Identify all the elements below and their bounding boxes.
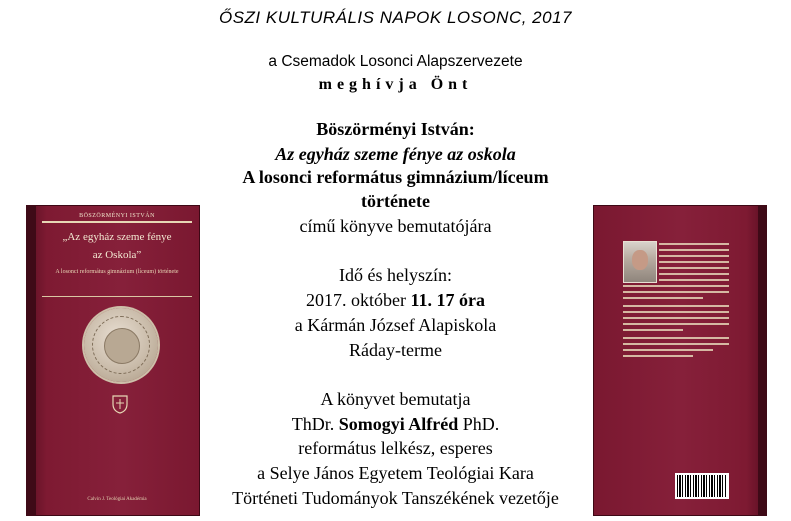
presenter-role: református lelkész, esperes xyxy=(298,438,493,458)
invitation-line: meghívja Önt xyxy=(318,76,473,93)
cover-publisher: Calvin J. Teológiai Akadémia xyxy=(87,497,147,502)
school-seal-icon xyxy=(84,308,158,382)
author-photo xyxy=(623,241,657,283)
back-text-line xyxy=(623,349,713,351)
venue-line1: a Kármán József Alapiskola xyxy=(294,315,497,335)
book-subtitle-line2: története xyxy=(361,191,430,211)
venue-line2: Ráday-terme xyxy=(349,340,442,360)
author-face xyxy=(632,250,648,270)
book-author: Böszörményi István: xyxy=(316,119,475,139)
back-text-line xyxy=(659,279,729,281)
cover-title-line1: „Az egyház szeme fénye xyxy=(62,231,172,243)
shield-emblem-icon xyxy=(111,394,129,414)
presenter-institution: a Selye János Egyetem Teológiai Kara xyxy=(257,463,534,483)
back-text-line xyxy=(659,243,729,245)
presenter-suffix: PhD. xyxy=(458,414,500,434)
cover-rule-top xyxy=(42,221,192,223)
back-text-line xyxy=(623,285,729,287)
book-title: Az egyház szeme fénye az oskola xyxy=(275,144,516,164)
barcode-icon xyxy=(675,473,729,499)
seal-core xyxy=(104,328,140,364)
back-text-line xyxy=(659,267,729,269)
book-front-cover-image xyxy=(26,205,200,516)
back-text-line xyxy=(623,311,729,313)
back-text-line xyxy=(659,273,729,275)
back-text-line xyxy=(623,337,729,339)
back-text-line xyxy=(659,255,729,257)
back-cover-spine xyxy=(758,205,767,516)
event-time: 11. 17 óra xyxy=(410,290,485,310)
presenter-department: Történeti Tudományok Tanszékének vezetője xyxy=(232,488,559,508)
presenter-heading: A könyvet bemutatja xyxy=(320,389,471,409)
book-caption: című könyve bemutatójára xyxy=(299,216,492,236)
back-text-line xyxy=(659,249,729,251)
cover-subtitle: A losonci református gimnázium (líceum) története xyxy=(55,269,179,275)
back-text-line xyxy=(623,343,729,345)
back-text-line xyxy=(623,317,729,319)
presenter-prefix: ThDr. xyxy=(291,414,339,434)
back-text-line xyxy=(659,261,729,263)
cover-author: BÖSZÖRMÉNYI ISTVÁN xyxy=(79,213,155,219)
book-subtitle-line1: A losonci református gimnázium/líceum xyxy=(242,167,549,187)
back-text-line xyxy=(623,329,683,331)
festival-header: ŐSZI KULTURÁLIS NAPOK LOSONC, 2017 xyxy=(218,8,572,27)
back-text-line xyxy=(623,305,729,307)
back-text-line xyxy=(623,355,693,357)
book-back-cover-image xyxy=(593,205,767,516)
back-text-line xyxy=(623,291,729,293)
back-text-line xyxy=(623,297,703,299)
time-place-heading: Idő és helyszín: xyxy=(339,265,452,285)
cover-title-line2: az Oskola” xyxy=(92,249,142,261)
front-cover-spine xyxy=(26,205,36,516)
event-date-prefix: 2017. október xyxy=(306,290,411,310)
cover-rule-bottom xyxy=(42,296,192,297)
back-text-line xyxy=(623,323,729,325)
presenter-name: Somogyi Alfréd xyxy=(338,414,459,434)
organizer-line: a Csemadok Losonci Alapszervezete xyxy=(268,53,523,70)
